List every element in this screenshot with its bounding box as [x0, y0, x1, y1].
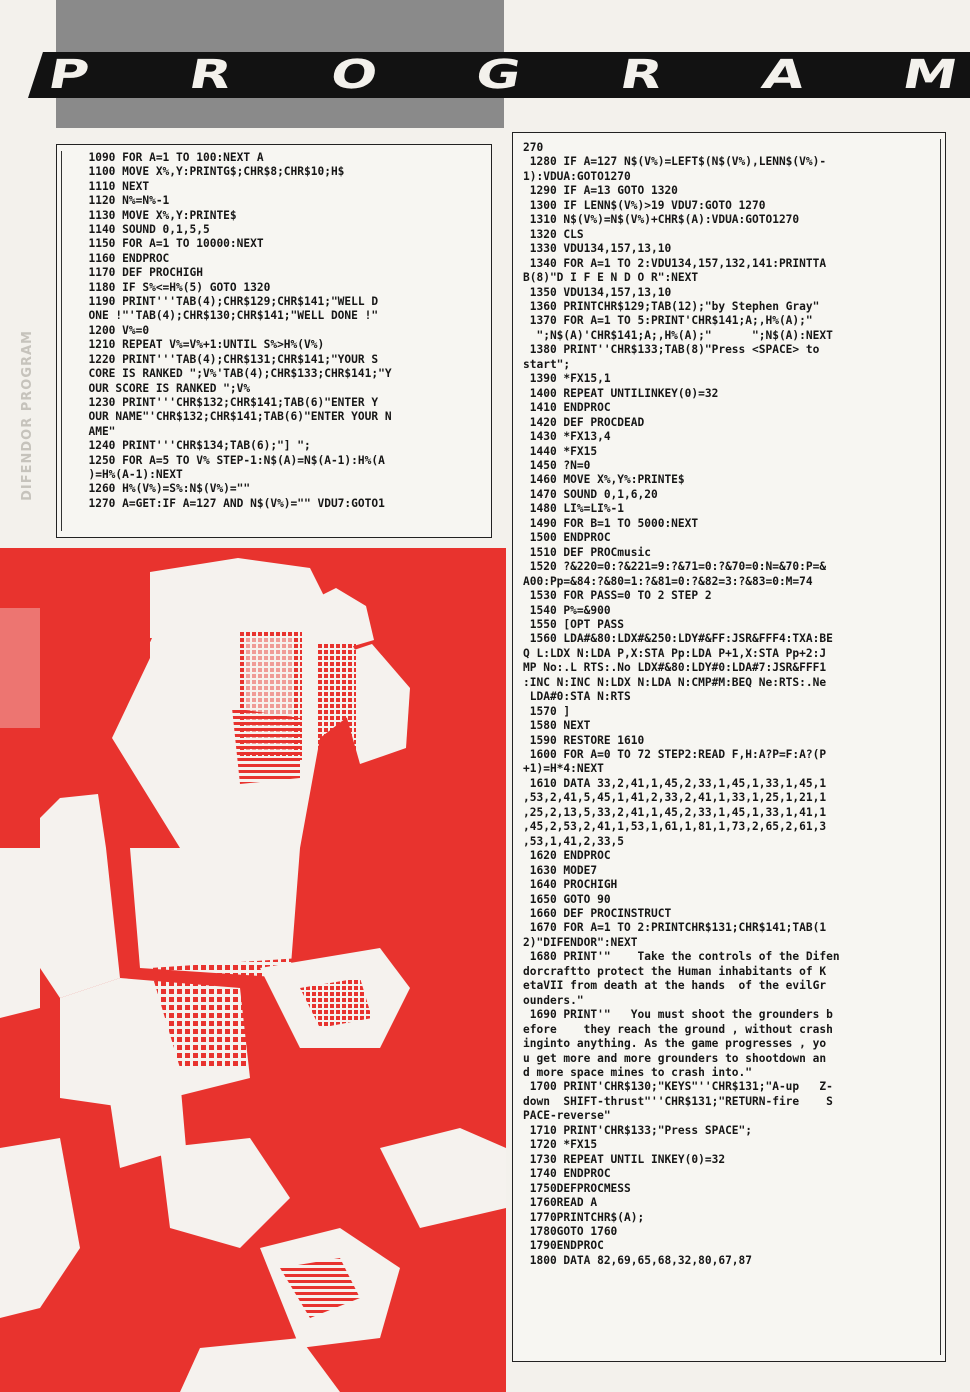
code-line: 1530 FOR PASS=0 TO 2 STEP 2 [523, 589, 712, 603]
listing-right-box [512, 132, 946, 1362]
code-line: 1310 N$(V%)=N$(V%)+CHR$(A):VDUA:GOTO1270 [523, 213, 800, 227]
code-line: 1620 ENDPROC [523, 849, 611, 863]
code-line: 1330 VDU134,157,13,10 [523, 242, 672, 256]
code-line: :INC N:INC N:LDX N:LDA N:CMP#M:BEQ Ne:RTS:.Ne [523, 675, 827, 689]
code-line: 1220 PRINT'''TAB(4);CHR$131;CHR$141;"YOUR S [75, 352, 379, 366]
code-line: 1210 REPEAT V%=V%+1:UNTIL S%>H%(V%) [75, 338, 325, 352]
code-line: ,25,2,13,5,33,2,41,1,45,2,33,1,45,1,33,1,41,1 [523, 805, 827, 819]
code-line: 1380 PRINT''CHR$133;TAB(8)"Press <SPACE> to [523, 343, 820, 357]
code-line: 1640 PROCHIGH [523, 878, 618, 892]
code-line: Q L:LDX N:LDA P,X:STA Pp:LDA P+1,X:STA Pp+2:J [523, 646, 827, 660]
code-line: 1490 FOR B=1 TO 5000:NEXT [523, 516, 699, 530]
code-line: 1):VDUA:GOTO1270 [523, 169, 631, 183]
code-line: 1290 IF A=13 GOTO 1320 [523, 184, 678, 198]
code-line: CORE IS RANKED ";V%'TAB(4);CHR$133;CHR$141;"Y [75, 367, 392, 381]
code-line: 1710 PRINT'CHR$133;"Press SPACE"; [523, 1123, 753, 1137]
code-line: 1580 NEXT [523, 719, 591, 733]
code-line: PACE-reverse" [523, 1109, 611, 1123]
code-line: A00:Pp=&84:?&80=1:?&81=0:?&82=3:?&83=0:M=74 [523, 574, 813, 588]
code-line: inginto anything. As the game progresses , yo [523, 1037, 827, 1051]
code-line: ";N$(A)'CHR$141;A;,H%(A);" ";N$(A):NEXT [523, 328, 833, 342]
code-line: 1390 *FX15,1 [523, 372, 611, 386]
code-line: 1140 SOUND 0,1,5,5 [75, 223, 210, 237]
code-line: u get more and more grounders to shootdown an [523, 1051, 827, 1065]
code-line: 1170 DEF PROCHIGH [75, 266, 203, 280]
difendor-artwork [0, 548, 506, 1392]
code-line: 1510 DEF PROCmusic [523, 545, 651, 559]
code-line: start"; [523, 357, 571, 371]
code-line: 1350 VDU134,157,13,10 [523, 285, 672, 299]
code-line: 1550 [OPT PASS [523, 617, 625, 631]
code-line: ,53,2,41,5,45,1,41,2,33,2,41,1,33,1,25,1,21,1 [523, 791, 827, 805]
code-line: ,45,2,53,2,41,1,53,1,61,1,81,1,73,2,65,2,61,3 [523, 820, 827, 834]
banner-letter: O [326, 52, 381, 98]
code-line: 2)"DIFENDOR":NEXT [523, 935, 638, 949]
program-listing-left [75, 151, 481, 511]
code-line: 1660 DEF PROCINSTRUCT [523, 907, 672, 921]
code-line: 1190 PRINT'''TAB(4);CHR$129;CHR$141;"WELL D [75, 295, 379, 309]
code-line: 1400 REPEAT UNTILINKEY(0)=32 [523, 386, 719, 400]
code-line: 1160 ENDPROC [75, 251, 170, 265]
code-line: 1340 FOR A=1 TO 2:VDU134,157,132,141:PRINTTA [523, 256, 827, 270]
code-line: 1320 CLS [523, 227, 584, 241]
program-banner-letters [40, 48, 970, 102]
code-line: 1800 DATA 82,69,65,68,32,80,67,87 [523, 1253, 753, 1267]
code-line: 1240 PRINT'''CHR$134;TAB(6);"] "; [75, 439, 311, 453]
listing-left-box [56, 144, 492, 538]
code-line: 1560 LDA#&80:LDX#&250:LDY#&FF:JSR&FFF4:TXA:BE [523, 632, 833, 646]
code-line: )=H%(A-1):NEXT [75, 467, 183, 481]
code-line: 1260 H%(V%)=S%:N$(V%)="" [75, 482, 251, 496]
code-line: 1600 FOR A=0 TO 72 STEP2:READ F,H:A?P=F:A?(P [523, 748, 827, 762]
code-line: 1450 ?N=0 [523, 458, 591, 472]
code-line: 1480 LI%=LI%-1 [523, 502, 625, 516]
code-line: 1230 PRINT'''CHR$132;CHR$141;TAB(6)"ENTER Y [75, 395, 379, 409]
code-line: 1700 PRINT'CHR$130;"KEYS"''CHR$131;"A-up Z- [523, 1080, 833, 1094]
code-line: 1500 ENDPROC [523, 531, 611, 545]
code-line: OUR NAME"'CHR$132;CHR$141;TAB(6)"ENTER YOUR N [75, 410, 392, 424]
code-line: 1440 *FX15 [523, 444, 598, 458]
code-line: 1280 IF A=127 N$(V%)=LEFT$(N$(V%),LENN$(V%)- [523, 155, 827, 169]
banner-letter: G [471, 52, 525, 98]
code-line: etaVII from death at the hands of the evilGr [523, 979, 827, 993]
code-line: 1790ENDPROC [523, 1239, 604, 1253]
code-line: 1270 A=GET:IF A=127 AND N$(V%)="" VDU7:GOTO1 [75, 496, 385, 510]
code-line: 1780GOTO 1760 [523, 1224, 618, 1238]
code-line: 1180 IF S%<=H%(5) GOTO 1320 [75, 280, 271, 294]
code-line: 1520 ?&220=0:?&221=9:?&71=0:?&70=0:N=&70:P=& [523, 560, 827, 574]
banner-letter: M [898, 52, 962, 98]
code-line: 1090 FOR A=1 TO 100:NEXT A [75, 151, 264, 164]
code-line: 1130 MOVE X%,Y:PRINTE$ [75, 208, 237, 222]
code-line: 1300 IF LENN$(V%)>19 VDU7:GOTO 1270 [523, 198, 766, 212]
code-line: 1430 *FX13,4 [523, 430, 611, 444]
code-line: +1)=H*4:NEXT [523, 762, 604, 776]
code-line: dorcraftto protect the Human inhabitants of K [523, 964, 827, 978]
banner-letter: R [184, 52, 236, 98]
code-line: 1570 ] [523, 704, 571, 718]
code-line: 1420 DEF PROCDEAD [523, 415, 645, 429]
code-line: LDA#0:STA N:RTS [523, 690, 631, 704]
code-line: B(8)"D I F E N D O R":NEXT [523, 271, 699, 285]
code-line: 1540 P%=&900 [523, 603, 611, 617]
code-line: AME" [75, 424, 116, 438]
code-line: 1110 NEXT [75, 179, 150, 193]
code-line: 1730 REPEAT UNTIL INKEY(0)=32 [523, 1152, 726, 1166]
code-line: ounders." [523, 993, 584, 1007]
code-line: ONE !"'TAB(4);CHR$130;CHR$141;"WELL DONE !" [75, 309, 379, 323]
banner-letter: A [758, 52, 809, 98]
code-line: 1360 PRINTCHR$129;TAB(12);"by Stephen Gray" [523, 299, 820, 313]
code-line: 1470 SOUND 0,1,6,20 [523, 487, 658, 501]
code-line: 1610 DATA 33,2,41,1,45,2,33,1,45,1,33,1,45,1 [523, 776, 827, 790]
code-line: 1200 V%=0 [75, 323, 150, 337]
code-line: 1120 N%=N%-1 [75, 194, 170, 208]
code-line: 1750DEFPROCMESS [523, 1181, 631, 1195]
code-line: d more space mines to crash into." [523, 1066, 753, 1079]
side-title: DIFENDOR PROGRAM [20, 330, 35, 501]
code-line: OUR SCORE IS RANKED ";V% [75, 381, 251, 395]
code-line: 1410 ENDPROC [523, 401, 611, 415]
code-line: 1630 MODE7 [523, 863, 598, 877]
code-line: 1770PRINTCHR$(A); [523, 1210, 645, 1224]
code-line: 1100 MOVE X%,Y:PRINTG$;CHR$8;CHR$10;H$ [75, 165, 345, 179]
code-line: 1670 FOR A=1 TO 2:PRINTCHR$131;CHR$141;TAB(1 [523, 921, 827, 935]
code-line: 1150 FOR A=1 TO 10000:NEXT [75, 237, 264, 251]
program-listing-right [523, 141, 937, 1268]
code-line: 270 [523, 141, 544, 154]
code-line: 1720 *FX15 [523, 1138, 598, 1152]
code-line: 1590 RESTORE 1610 [523, 733, 645, 747]
code-line: 1370 FOR A=1 TO 5:PRINT'CHR$141;A;,H%(A);" [523, 314, 813, 328]
code-line: ,53,1,41,2,33,5 [523, 834, 625, 848]
code-line: 1650 GOTO 90 [523, 892, 611, 906]
banner-letter: R [616, 52, 667, 98]
code-line: 1760READ A [523, 1196, 598, 1210]
code-line: 1690 PRINT'" You must shoot the grounders b [523, 1008, 833, 1022]
banner-letter: P [44, 52, 93, 98]
code-line: 1680 PRINT'" Take the controls of the Difen [523, 950, 840, 964]
code-line: MP No:.L RTS:.No LDX#&80:LDY#0:LDA#7:JSR&FFF1 [523, 661, 827, 675]
code-line: 1250 FOR A=5 TO V% STEP-1:N$(A)=N$(A-1):H%(A [75, 453, 385, 467]
code-line: 1740 ENDPROC [523, 1167, 611, 1181]
code-line: down SHIFT-thrust"''CHR$131;"RETURN-fire S [523, 1094, 833, 1108]
code-line: efore they reach the ground , without crash [523, 1022, 833, 1036]
code-line: 1460 MOVE X%,Y%:PRINTE$ [523, 473, 685, 487]
